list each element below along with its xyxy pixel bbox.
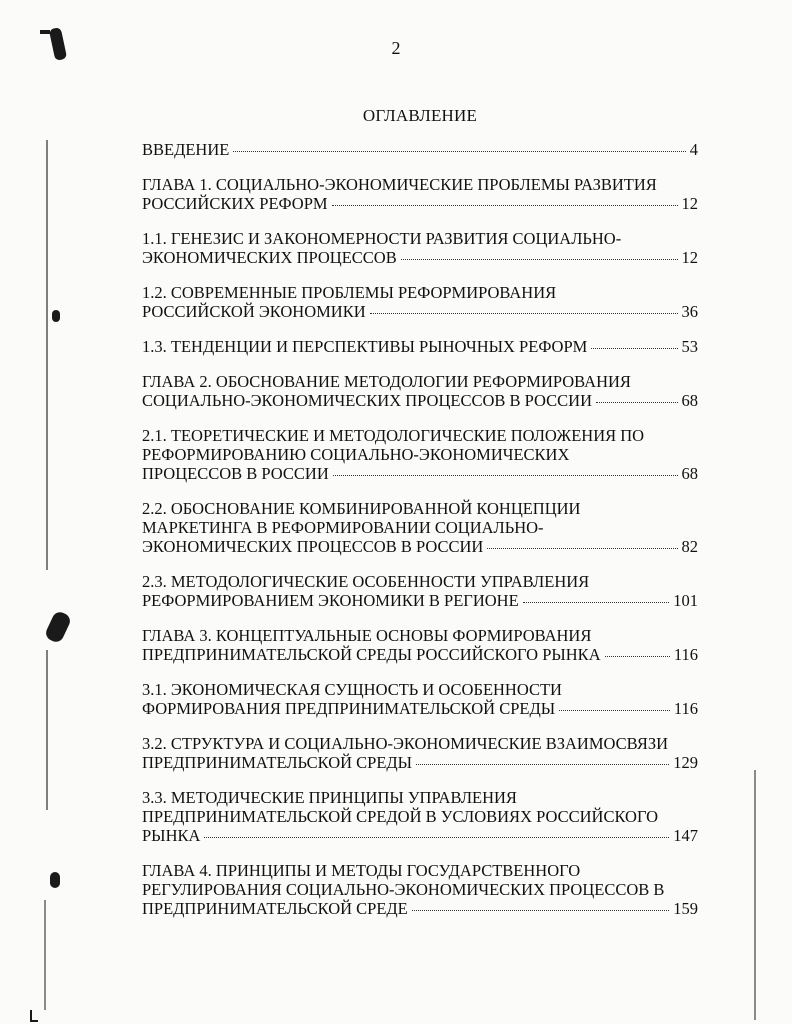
dot-leader <box>370 313 678 314</box>
scan-mark <box>40 30 50 34</box>
toc-entry[interactable] <box>142 140 698 159</box>
dot-leader <box>412 910 670 911</box>
scan-mark <box>52 310 60 322</box>
toc-entry-last-line <box>142 899 698 918</box>
toc-entry-last-line <box>142 537 698 556</box>
scan-mark <box>30 1020 38 1022</box>
toc-entry[interactable] <box>142 626 698 664</box>
toc-entry-last-line <box>142 194 698 213</box>
toc-page-number: 159 <box>673 899 698 918</box>
toc-page-number: 4 <box>689 140 698 159</box>
dot-leader <box>332 205 678 206</box>
toc-entry-line: 2.3. МЕТОДОЛОГИЧЕСКИЕ ОСОБЕННОСТИ УПРАВЛЕНИЯ <box>142 572 590 591</box>
toc-list <box>142 140 698 934</box>
toc-entry[interactable] <box>142 861 698 918</box>
toc-entry-last-line <box>142 391 698 410</box>
toc-page-number: 147 <box>673 826 698 845</box>
toc-entry[interactable] <box>142 337 698 356</box>
toc-page-number: 101 <box>673 591 698 610</box>
toc-entry-last-line <box>142 248 698 267</box>
toc-entry[interactable] <box>142 283 698 321</box>
dot-leader <box>333 475 678 476</box>
toc-entry-text: РЕФОРМИРОВАНИЕМ ЭКОНОМИКИ В РЕГИОНЕ <box>142 591 519 610</box>
toc-page-number: 53 <box>681 337 698 356</box>
toc-entry-last-line <box>142 140 698 159</box>
toc-entry-text: РОССИЙСКИХ РЕФОРМ <box>142 194 328 213</box>
toc-entry-line: 3.2. СТРУКТУРА И СОЦИАЛЬНО-ЭКОНОМИЧЕСКИЕ ВЗАИМОСВЯЗИ <box>142 734 669 753</box>
toc-entry-text: СОЦИАЛЬНО-ЭКОНОМИЧЕСКИХ ПРОЦЕССОВ В РОССИИ <box>142 391 592 410</box>
toc-page-number: 129 <box>673 753 698 772</box>
dot-leader <box>605 656 670 657</box>
page-number: 2 <box>391 38 401 58</box>
toc-entry[interactable] <box>142 734 698 772</box>
toc-entry-text: 1.3. ТЕНДЕНЦИИ И ПЕРСПЕКТИВЫ РЫНОЧНЫХ РЕФОРМ <box>142 337 588 356</box>
toc-page-number: 68 <box>681 464 698 483</box>
toc-page-number: 36 <box>681 302 698 321</box>
toc-page-number: 116 <box>673 699 698 718</box>
toc-entry[interactable] <box>142 680 698 718</box>
toc-entry[interactable] <box>142 229 698 267</box>
toc-entry[interactable] <box>142 788 698 845</box>
toc-entry-text: ПРЕДПРИНИМАТЕЛЬСКОЙ СРЕДЫ <box>142 753 413 772</box>
toc-entry-line: МАРКЕТИНГА В РЕФОРМИРОВАНИИ СОЦИАЛЬНО- <box>142 518 544 537</box>
toc-entry-last-line <box>142 645 698 664</box>
toc-entry[interactable] <box>142 175 698 213</box>
dot-leader <box>233 151 685 152</box>
dot-leader <box>204 837 669 838</box>
toc-entry-line: 2.2. ОБОСНОВАНИЕ КОМБИНИРОВАННОЙ КОНЦЕПЦИИ <box>142 499 581 518</box>
toc-entry-text: РЫНКА <box>142 826 201 845</box>
toc-page-number: 12 <box>681 194 698 213</box>
toc-entry-text: ЭКОНОМИЧЕСКИХ ПРОЦЕССОВ <box>142 248 397 267</box>
toc-entry-last-line <box>142 464 698 483</box>
toc-entry[interactable] <box>142 499 698 556</box>
scan-mark <box>44 900 46 1010</box>
toc-entry[interactable] <box>142 572 698 610</box>
toc-entry-line: 3.3. МЕТОДИЧЕСКИЕ ПРИНЦИПЫ УПРАВЛЕНИЯ <box>142 788 517 807</box>
dot-leader <box>591 348 677 349</box>
toc-entry-line: 2.1. ТЕОРЕТИЧЕСКИЕ И МЕТОДОЛОГИЧЕСКИЕ ПОЛОЖЕНИЯ ПО <box>142 426 645 445</box>
toc-page-number: 82 <box>681 537 698 556</box>
scan-mark <box>754 770 756 1020</box>
toc-entry-line: 1.2. СОВРЕМЕННЫЕ ПРОБЛЕМЫ РЕФОРМИРОВАНИЯ <box>142 283 557 302</box>
scan-mark <box>50 872 60 888</box>
toc-entry-text: ПРОЦЕССОВ В РОССИИ <box>142 464 329 483</box>
dot-leader <box>596 402 678 403</box>
toc-entry-last-line <box>142 337 698 356</box>
toc-entry-line: 1.1. ГЕНЕЗИС И ЗАКОНОМЕРНОСТИ РАЗВИТИЯ СОЦИАЛЬНО- <box>142 229 622 248</box>
dot-leader <box>559 710 670 711</box>
toc-entry-line: ГЛАВА 4. ПРИНЦИПЫ И МЕТОДЫ ГОСУДАРСТВЕННОГО <box>142 861 581 880</box>
toc-entry[interactable] <box>142 372 698 410</box>
scan-mark <box>46 140 48 570</box>
dot-leader <box>487 548 677 549</box>
dot-leader <box>401 259 678 260</box>
toc-page-number: 116 <box>673 645 698 664</box>
toc-entry-line: 3.1. ЭКОНОМИЧЕСКАЯ СУЩНОСТЬ И ОСОБЕННОСТИ <box>142 680 562 699</box>
toc-entry-line: РЕГУЛИРОВАНИЯ СОЦИАЛЬНО-ЭКОНОМИЧЕСКИХ ПРОЦЕССОВ В <box>142 880 665 899</box>
toc-entry-text: ФОРМИРОВАНИЯ ПРЕДПРИНИМАТЕЛЬСКОЙ СРЕДЫ <box>142 699 556 718</box>
toc-entry[interactable] <box>142 426 698 483</box>
toc-entry-line: ГЛАВА 1. СОЦИАЛЬНО-ЭКОНОМИЧЕСКИЕ ПРОБЛЕМЫ РАЗВИТИЯ <box>142 175 657 194</box>
dot-leader <box>523 602 670 603</box>
toc-entry-last-line <box>142 302 698 321</box>
scan-mark <box>44 610 73 645</box>
toc-entry-text: РОССИЙСКОЙ ЭКОНОМИКИ <box>142 302 366 321</box>
toc-entry-text: ВВЕДЕНИЕ <box>142 140 230 159</box>
toc-entry-line: РЕФОРМИРОВАНИЮ СОЦИАЛЬНО-ЭКОНОМИЧЕСКИХ <box>142 445 570 464</box>
toc-entry-text: ПРЕДПРИНИМАТЕЛЬСКОЙ СРЕДЫ РОССИЙСКОГО РЫНКА <box>142 645 601 664</box>
toc-entry-last-line <box>142 699 698 718</box>
toc-entry-line: ГЛАВА 3. КОНЦЕПТУАЛЬНЫЕ ОСНОВЫ ФОРМИРОВАНИЯ <box>142 626 592 645</box>
toc-entry-last-line <box>142 591 698 610</box>
toc-entry-line: ПРЕДПРИНИМАТЕЛЬСКОЙ СРЕДОЙ В УСЛОВИЯХ РОССИЙСКОГО <box>142 807 659 826</box>
toc-page-number: 68 <box>681 391 698 410</box>
toc-entry-text: ПРЕДПРИНИМАТЕЛЬСКОЙ СРЕДЕ <box>142 899 408 918</box>
toc-entry-text: ЭКОНОМИЧЕСКИХ ПРОЦЕССОВ В РОССИИ <box>142 537 484 556</box>
toc-page-number: 12 <box>681 248 698 267</box>
toc-entry-line: ГЛАВА 2. ОБОСНОВАНИЕ МЕТОДОЛОГИИ РЕФОРМИРОВАНИЯ <box>142 372 631 391</box>
toc-entry-last-line <box>142 826 698 845</box>
dot-leader <box>416 764 669 765</box>
scan-mark <box>46 650 48 810</box>
toc-title: ОГЛАВЛЕНИЕ <box>362 106 478 125</box>
toc-entry-last-line <box>142 753 698 772</box>
